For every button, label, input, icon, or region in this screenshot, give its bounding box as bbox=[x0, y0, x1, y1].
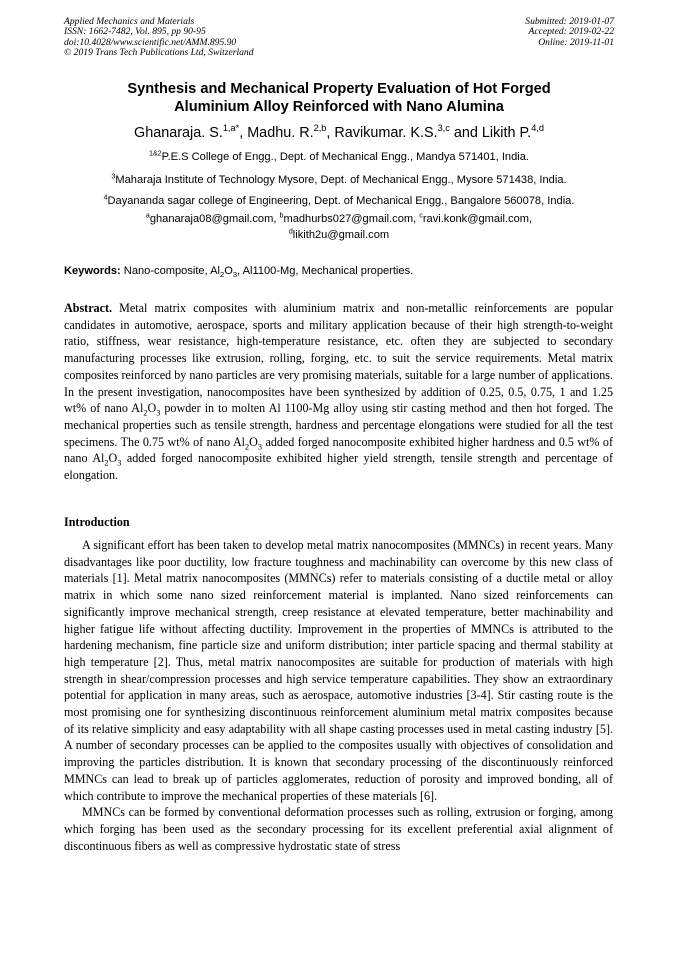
subscript: 3 bbox=[117, 458, 122, 468]
author-name: and Likith P. bbox=[449, 125, 532, 141]
author-affil-mark: 3,c bbox=[437, 123, 450, 134]
email-line-1 bbox=[40, 212, 638, 228]
paragraph: MMNCs can be formed by conventional deformation processes such as rolling, extrusion or forging, among which forging has been used as the secondary processing for its excellent preferential axial alignment of discontinuous fibers as well as compressive hydrostatic state of stress bbox=[64, 805, 613, 853]
affiliation-1 bbox=[30, 150, 648, 164]
title-line-2: Aluminium Alloy Reinforced with Nano Alumina bbox=[174, 99, 504, 115]
author-affil-mark: 1,a* bbox=[222, 123, 240, 134]
email-mark: c bbox=[419, 211, 423, 220]
keywords-text: , Al1100-Mg, Mechanical properties. bbox=[237, 265, 414, 277]
abstract-text: O bbox=[249, 434, 258, 449]
keywords bbox=[64, 264, 624, 278]
paragraph: A significant effort has been taken to develop metal matrix nanocomposites (MMNCs) in recent years. Many disadvantages like poor ductility, low fracture toughness and machinability can overcome by this new class of materials [1]. Metal matrix nanocomposites (MMNCs) refer to materials consisting of a ductile metal or alloy matrix in which some nano sized reinforcement material is implanted. Nano sized reinforcements can significantly improve mechanical strength, creep resistance at elevated temperature, better machinability and higher fatigue life without affecting ductility. Improvement in the properties of MMNCs is attributed to the hardening mechanism, fine particle size and uniform distribution; inter particle spacing and thermal stability at high temperature [2]. Thus, metal matrix nanocomposites are suitable for production of materials with high strength in shear/compression processes and high service temperature capabilities. They show an extraordinary potential for application in many areas, such as aerospace, automotive industries [3-4]. Stir casting route is the most promising one for synthesizing discontinuous reinforcement aluminium metal matrix composites because of its relative simplicity and easy adaptability with all shape casting processes used in metal casting industry [5]. A number of secondary processes can be applied to the composites usually with objectives of consolidation and improving the particles distribution. It is known that secondary processing of the discontinuously reinforced MMNCs can lead to break up of particles agglomerates, reduction of porosity and improved bonding, all of which contribute to improve the mechanical properties of these materials [6]. bbox=[64, 538, 613, 803]
abstract-text: O bbox=[108, 451, 118, 466]
affil-text: Dayananda sagar college of Engineering, Dept. of Mechanical Engg., Bangalore 560078, India. bbox=[107, 195, 575, 207]
affil-mark: 3 bbox=[111, 172, 116, 181]
email-link[interactable]: madhurbs027@gmail.com, bbox=[283, 213, 420, 225]
subscript: 2 bbox=[104, 458, 109, 468]
title-line-1: Synthesis and Mechanical Property Evaluation of Hot Forged bbox=[127, 81, 551, 97]
abstract-text: O bbox=[147, 401, 157, 416]
issn-volume: ISSN: 1662-7482, Vol. 895, pp 90-95 bbox=[64, 26, 206, 38]
subscript: 2 bbox=[245, 442, 250, 452]
copyright: © 2019 Trans Tech Publications Ltd, Switzerland bbox=[64, 47, 254, 59]
email-link[interactable]: ghanaraja08@gmail.com, bbox=[149, 213, 280, 225]
author-name: Ghanaraja. S. bbox=[134, 125, 223, 141]
subscript: 3 bbox=[232, 270, 238, 280]
email-mark: b bbox=[279, 211, 284, 220]
author-affil-mark: 4,d bbox=[531, 123, 544, 134]
email-link[interactable]: ravi.konk@gmail.com, bbox=[422, 213, 533, 225]
affil-mark: 4 bbox=[103, 193, 108, 202]
section-heading-introduction: Introduction bbox=[64, 515, 130, 529]
subscript: 3 bbox=[257, 442, 262, 452]
introduction-body bbox=[64, 537, 613, 854]
journal-name: Applied Mechanics and Materials bbox=[64, 16, 195, 27]
keywords-text: Nano-composite, Al bbox=[120, 265, 220, 277]
keywords-label: Keywords: bbox=[64, 265, 121, 277]
publication-dates bbox=[525, 17, 614, 48]
affil-text: P.E.S College of Engg., Dept. of Mechanical Engg., Mandya 571401, India. bbox=[161, 151, 529, 163]
submitted-date: Submitted: 2019-01-07 bbox=[525, 16, 614, 27]
email-line-2 bbox=[40, 228, 638, 244]
email-mark: a bbox=[145, 211, 150, 220]
abstract-text: added forged nanocomposite exhibited higher yield strength, tensile strength and percentage of elongation. bbox=[64, 451, 613, 483]
paper-title bbox=[40, 80, 638, 116]
author-name: , Madhu. R. bbox=[239, 125, 314, 141]
subscript: 3 bbox=[156, 408, 161, 418]
subscript: 2 bbox=[220, 270, 225, 280]
subscript: 2 bbox=[143, 408, 148, 418]
doi: doi:10.4028/www.scientific.net/AMM.895.90 bbox=[64, 36, 237, 48]
accepted-date: Accepted: 2019-02-22 bbox=[528, 26, 614, 38]
abstract bbox=[64, 300, 613, 484]
author-affil-mark: 2,b bbox=[313, 123, 327, 134]
affil-text: Maharaja Institute of Technology Mysore, Dept. of Mechanical Engg., Mysore 571438, India. bbox=[115, 174, 567, 186]
abstract-label: Abstract. bbox=[64, 301, 113, 315]
abstract-text: added forged nanocomposite exhibited higher hardness and 0.5 wt% of nano Al bbox=[64, 434, 613, 466]
author-emails bbox=[40, 212, 638, 243]
email-mark: d bbox=[288, 226, 293, 235]
affiliation-2 bbox=[30, 173, 648, 187]
affiliation-3 bbox=[30, 194, 648, 208]
author-name: , Ravikumar. K.S. bbox=[326, 125, 438, 141]
affil-mark: 1&2 bbox=[149, 149, 162, 158]
email-link[interactable]: likith2u@gmail.com bbox=[292, 228, 390, 241]
online-date: Online: 2019-11-01 bbox=[538, 36, 614, 48]
abstract-text: Metal matrix composites with aluminium matrix and non-metallic reinforcements are popular candidates in automotive, aerospace, sports and military application because of their high strength-to-weight ratio, stiffness, wear resistance, high-temperature resistance, etc. often they are subjected to secondary manufacturing processes like extrusion, rolling, forging, etc. to suit the service requirements. Metal matrix composites reinforced by nano particles are very promising materials, suitable for a large number of applications. In the present investigation, nanocomposites have been synthesized by addition of 0.25, 0.5, 0.75, 1 and 1.25 wt% of nano Al bbox=[64, 301, 613, 416]
keywords-text: O bbox=[224, 265, 233, 277]
author-list bbox=[30, 124, 648, 142]
abstract-text: powder in to molten Al 1100-Mg alloy using stir casting method and then hot forged. The mechanical properties such as tensile strength, hardness and percentage elongations were studied for all the test specimens. The 0.75 wt% of nano Al bbox=[64, 401, 613, 449]
journal-info bbox=[64, 17, 254, 59]
